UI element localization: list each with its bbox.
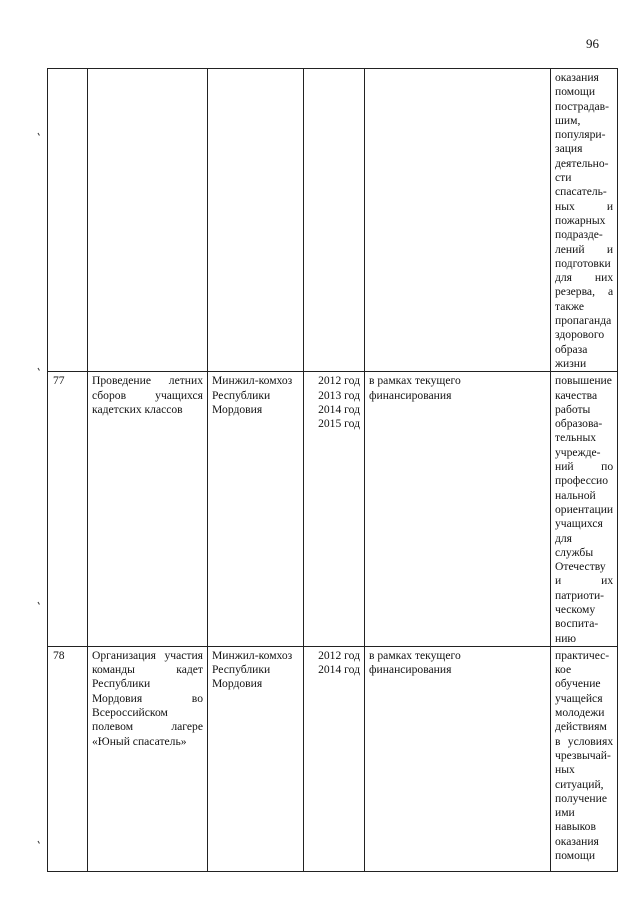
executor-cell: Минжил-комхоз Республики Мордовия bbox=[208, 646, 304, 871]
margin-mark bbox=[38, 600, 43, 605]
page-number: 96 bbox=[586, 36, 599, 51]
margin-mark bbox=[38, 366, 43, 371]
years-cell: 2012 год 2014 год bbox=[304, 646, 365, 871]
row-number: 77 bbox=[48, 372, 88, 647]
action-cell: Проведение летних сборов учащихся кадетских классов bbox=[88, 372, 208, 647]
margin-mark bbox=[38, 131, 43, 136]
table-row bbox=[48, 646, 618, 871]
funding-cell: в рамках текущего финансирования bbox=[365, 372, 551, 647]
years-cell bbox=[304, 69, 365, 372]
funding-cell: в рамках текущего финансирования bbox=[365, 646, 551, 871]
executor-cell: Минжил-комхоз Республики Мордовия bbox=[208, 372, 304, 647]
result-cell: повышение качества работы образова- тельных учрежде- ний по профессио нальной ориентации учащихся для службы Отечеству и их патриоти- ческому воспита- нию bbox=[551, 372, 618, 647]
table-row bbox=[48, 372, 618, 647]
action-cell: Организация участия команды кадет Республики Мордовия во Всероссийском полевом лагере «Юный спасатель» bbox=[88, 646, 208, 871]
result-cell: практичес- кое обучение учащейся молодежи действиям в условиях чрезвычай- ных ситуаций, получение ими навыков оказания помощи bbox=[551, 646, 618, 871]
margin-mark bbox=[38, 839, 43, 844]
years-cell: 2012 год 2013 год 2014 год 2015 год bbox=[304, 372, 365, 647]
row-number: 78 bbox=[48, 646, 88, 871]
result-cell: оказания помощи пострадав- шим, популяри- зация деятельно- сти спасатель- ных и пожарных подразде- лений и подготовки для них резерва, а также пропаганда здорового образа жизни bbox=[551, 69, 618, 372]
measures-table bbox=[47, 68, 618, 872]
table-row bbox=[48, 69, 618, 372]
action-cell bbox=[88, 69, 208, 372]
funding-cell bbox=[365, 69, 551, 372]
row-number bbox=[48, 69, 88, 372]
executor-cell bbox=[208, 69, 304, 372]
